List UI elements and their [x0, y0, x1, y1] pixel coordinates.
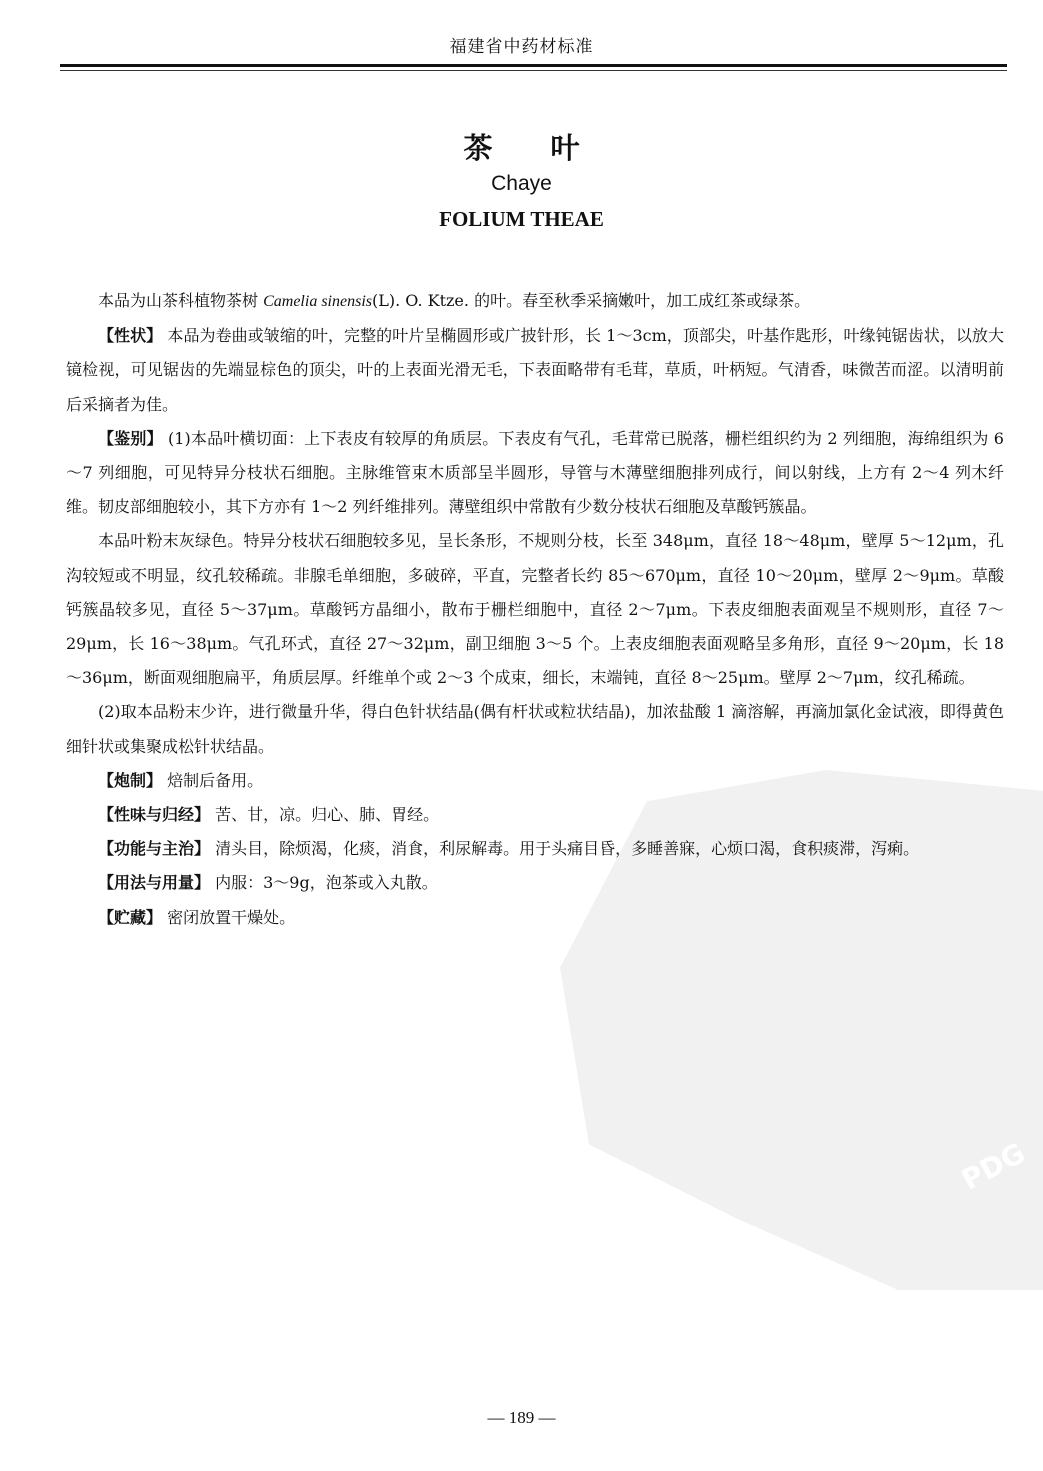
pinyin-title: Chaye	[491, 172, 552, 195]
latin-species-name: Camelia sinensis	[263, 293, 372, 310]
usage-paragraph: 【用法与用量】 内服：3～9g，泡茶或入丸散。	[98, 873, 438, 893]
functions-paragraph: 【功能与主治】 清头目，除烦渴，化痰，消食，利尿解毒。用于头痛目昏，多睡善寐，心烦口渴，食积痰滞，泻痢。	[98, 839, 920, 859]
section-label: 【性味与归经】	[98, 805, 211, 825]
section-label: 【贮藏】	[98, 907, 163, 927]
title-char-2: 叶	[550, 131, 580, 165]
title-char-1: 茶	[463, 131, 493, 165]
section-label: 【功能与主治】	[98, 839, 211, 859]
page-number: — 189 —	[487, 1408, 556, 1427]
sublimation-paragraph: (2)取本品粉末少许，进行微量升华，得白色针状结晶(偶有杆状或粒状结晶)，加浓盐酸 1 滴溶解，再滴加氯化金试液，即得黄色细针状或集聚成松针状结晶。	[66, 702, 1004, 756]
monograph-title	[0, 126, 1043, 167]
section-label: 【鉴别】	[98, 428, 163, 448]
section-label: 【炮制】	[98, 770, 163, 790]
powder-paragraph: 本品叶粉末灰绿色。特异分枝状石细胞较多见，呈长条形，不规则分枝，长至 348μm，直径 18～48μm，壁厚 5～12μm，孔沟较短或不明显，纹孔较稀疏。非腺毛单细胞，多破碎，平直，完整者长约 85～670μm，直径 10～20μm，壁厚 2～9μm。草酸钙簇晶较多见，直径 5～37μm。草酸钙方晶细小，散布于栅栏细胞中，直径 2～7μm。下表皮细胞表面观呈不规则形，直径 7～29μm，长 16～38μm。气孔环式，直径 27～32μm，副卫细胞 3～5 个。上表皮细胞表面观略呈多角形，直径 9～20μm，长 18～36μm，断面观细胞扁平，角质层厚。纤维单个或 2～3 个成束，细长，末端钝，直径 8～25μm。壁厚 2～7μm，纹孔稀疏。	[66, 531, 1004, 688]
storage-paragraph: 【贮藏】 密闭放置干燥处。	[98, 907, 296, 927]
identification-paragraph: 【鉴别】 (1)本品叶横切面：上下表皮有较厚的角质层。下表皮有气孔，毛茸常已脱落，栅栏组织约为 2 列细胞，海绵组织为 6～7 列细胞，可见特异分枝状石细胞。主脉维管束木质部呈半圆形，导管与木薄壁细胞排列成行，间以射线，上方有 2～4 列木纤维。韧皮部细胞较小，其下方亦有 1～2 列纤维排列。薄壁组织中常散有少数分枝状石细胞及草酸钙簇晶。	[66, 428, 1004, 517]
section-label: 【性状】	[98, 326, 163, 346]
watermark-text: PDG	[956, 1136, 1031, 1197]
header-rule	[60, 64, 1007, 67]
header-rule-thin	[60, 70, 1007, 71]
monograph-body	[66, 284, 1004, 935]
running-header: 福建省中药材标准	[449, 37, 594, 57]
intro-paragraph: 本品为山茶科植物茶树 Camelia sinensis(L). O. Ktze. 的叶。春至秋季采摘嫩叶，加工成红茶或绿茶。	[98, 291, 811, 310]
processing-paragraph: 【炮制】 焙制后备用。	[98, 770, 264, 790]
nature-paragraph: 【性味与归经】 苦、甘，凉。归心、肺、胃经。	[98, 805, 440, 825]
characteristics-paragraph: 【性状】 本品为卷曲或皱缩的叶，完整的叶片呈椭圆形或广披针形，长 1～3cm，顶部尖，叶基作匙形，叶缘钝锯齿状，以放大镜检视，可见锯齿的先端显棕色的顶尖，叶的上表面光滑无毛，下表面略带有毛茸，草质，叶柄短。气清香，味微苦而涩。以清明前后采摘者为佳。	[66, 326, 1004, 414]
latin-title: FOLIUM THEAE	[439, 207, 604, 231]
section-label: 【用法与用量】	[98, 873, 211, 893]
